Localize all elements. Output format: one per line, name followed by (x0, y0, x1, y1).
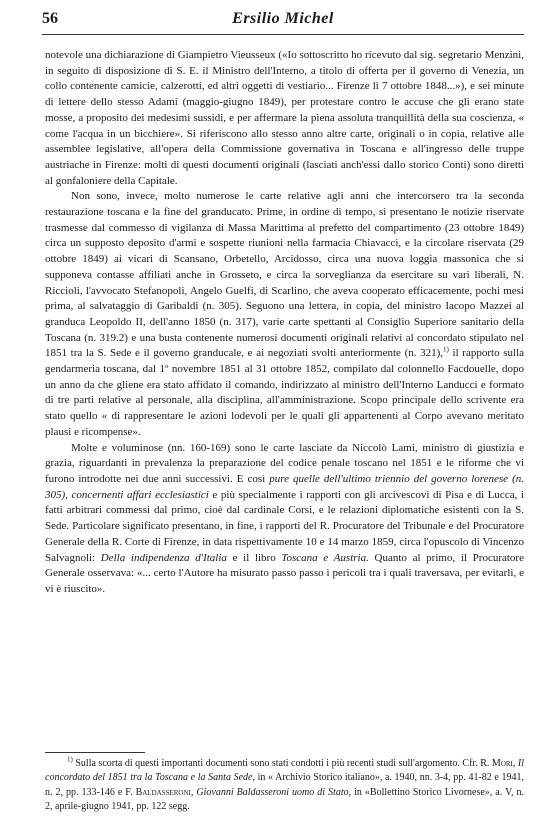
paragraph-2 (45, 189, 524, 440)
page-number: 56 (42, 10, 58, 27)
footnote-marker: 1) (67, 755, 73, 764)
paragraph-3-text-b: e più specialmente i rapporti con gli arcivescovi di Pisa e di Lucca, i fatti arbitrari commessi dal primo, cioè dal cardinale Corsi, e le relazioni diplomatiche esistenti con la S. Sede. Particolare significato presentano, in fine, i rapporti del R. Procuratore del Tribunale e del Procuratore Generale della R. Corte di Firenze, in data rispettivamente 10 e 14 marzo 1859, circa l'opuscolo di Vincenzo Salvagnoli: (45, 488, 524, 564)
paragraph-3-text-c: e il libro (226, 551, 282, 564)
footnote (45, 757, 524, 814)
running-head: Ersilio Michel (232, 10, 334, 27)
paragraph-3-text-d: Quanto al primo, il Procuratore Generale osservava: «... certo l'Autore ha misurato passo passo i pericoli tra i quali traversava, per evitarli, e vi è riuscito». (45, 551, 524, 595)
paragraph-1: notevole una dichiarazione di Giampietro Vieusseux («Io sottoscritto ho ricevuto dal sig. segretario Menzini, in seguito di disposizione di S. E. il Ministro dell'Interno, a titolo di offerta per il governo di Venezia, un collo contenente camicie, calzerotti, ed altri oggetti di vestiario... Firenze lì 7 ottobre 1848...»), e sei minute di lettere dello stesso Adami (maggio-giugno 1849), per protestare contro le accuse che gli erano state mosse, a proposito dei medesimi sussidi, e per affermare la piena assoluta tranquillità della sua coscienza, « come l'acqua in un bicchiere». Si riferiscono allo stesso anno altre carte, originali o in copia, relative alle assemblee legislative, all'opera della Commissione governativa in Toscana e all'ingresso delle truppe austriache in Firenze: molti di questi documenti originali (lasciati anch'essi dallo storico Conti) sono diretti al gonfaloniere della Capitale. (45, 49, 524, 187)
paragraph-3-italic-2: Della indipendenza d'Italia (100, 551, 227, 564)
paragraph-2-text-a: Non sono, invece, molto numerose le carte relative agli anni che intercorsero tra la seconda restaurazione toscana e la fine del granducato. Prime, in ordine di tempo, si presentano le notizie riservate trasmesse dal commesso di vigilanza di Massa Marittima al prefetto del compartimento (23 ottobre 1849) circa un supposto deposito d'armi e sospette riunioni nella farmacia Chiavacci, e la circolare riservata (29 ottobre 1849) ai vicari di Scansano, Orbetello, Arcidosso, circa una nuova loggia massonica che si supponeva contasse affiliati anche in Grosseto, e circa la sorveglianza da esercitare su vari liberali, N. Riccioli, l'avvocato Stefanopoli, Angelo Guelfi, di Scarlino, che aveva cooperato efficacemente, pochi mesi prima, al salvataggio di Garibaldi (n. 305). Seguono una lettera, in copia, del ministro Iacopo Mazzei al granduca Leopoldo II, dell'anno 1850 (n. 317), varie carte spettanti al Consiglio Superiore sanitario della Toscana (n. 319.2) e una busta contenente numerosi documenti originali relativi al concordato stipulato nel 1851 tra la S. Sede e il governo granducale, e ai negoziati svolti anteriormente (n. 321), (45, 190, 524, 360)
paragraph-2-text-b: il rapporto sulla gendarmeria toscana, dal 1º novembre 1851 al 31 ottobre 1852, compilato dal colonnello Facdouelle, dopo un anno da che gliene era stato affidato il comando, indirizzato al ministro dell'Interno Landucci e formato di tre parti relative al personale, alla disciplina, all'amministrazione. Scopo principale dello scrivente era stato quello « di rappresentare le azioni lodevoli per le quali gli appartenenti al Corpo avevano meritato plausi e ricompense». (45, 347, 524, 438)
paragraph-3 (45, 441, 524, 598)
footnote-text-c: in «Bollettino Storico Livornese», a. V, n. 2, aprile-giugno 1941, pp. 122 segg. (45, 786, 525, 812)
paragraph-3-text-a: Molte e voluminose (nn. 160-169) sono le carte lasciate da Niccolò Lami, ministro di giustizia e grazia, riguardanti in prevalenza la preparazione del codice penale toscano nel 1851 e le riforme che vi furono introdotte nei due anni successivi. E così (45, 441, 524, 485)
body-text (45, 48, 524, 598)
footnote-reference: 1) (443, 345, 449, 354)
footnote-author-1: Mori, (491, 758, 516, 769)
footnote-author-2: Baldasseroni, (135, 786, 194, 798)
footnote-rule (45, 752, 145, 753)
footnote-paragraph (45, 757, 524, 814)
header-rule (42, 34, 524, 35)
footnote-text-a: Sulla scorta di questi importanti documenti sono stati condotti i più recenti studi sull'argomento. Cfr. R. (72, 758, 492, 769)
page-header (42, 10, 524, 34)
paragraph-3-italic-3: Toscana e Austria. (281, 551, 369, 564)
footnote-title-2: Giovanni Baldasseroni uomo di Stato, (193, 786, 352, 798)
paragraph-3-italic-1: pure quelle dell'ultimo triennio del governo lorenese (n. 305), concernenti affari ecclesiastici (45, 472, 524, 501)
footnote-title-1: Il concordato del 1851 tra la Toscana e la Santa Sede, (45, 758, 525, 784)
footnote-text-b: in « Archivio Storico italiano», a. 1940, nn. 3-4, pp. 41-82 e 1941, n. 2, pp. 133-146 e F. (45, 772, 525, 798)
